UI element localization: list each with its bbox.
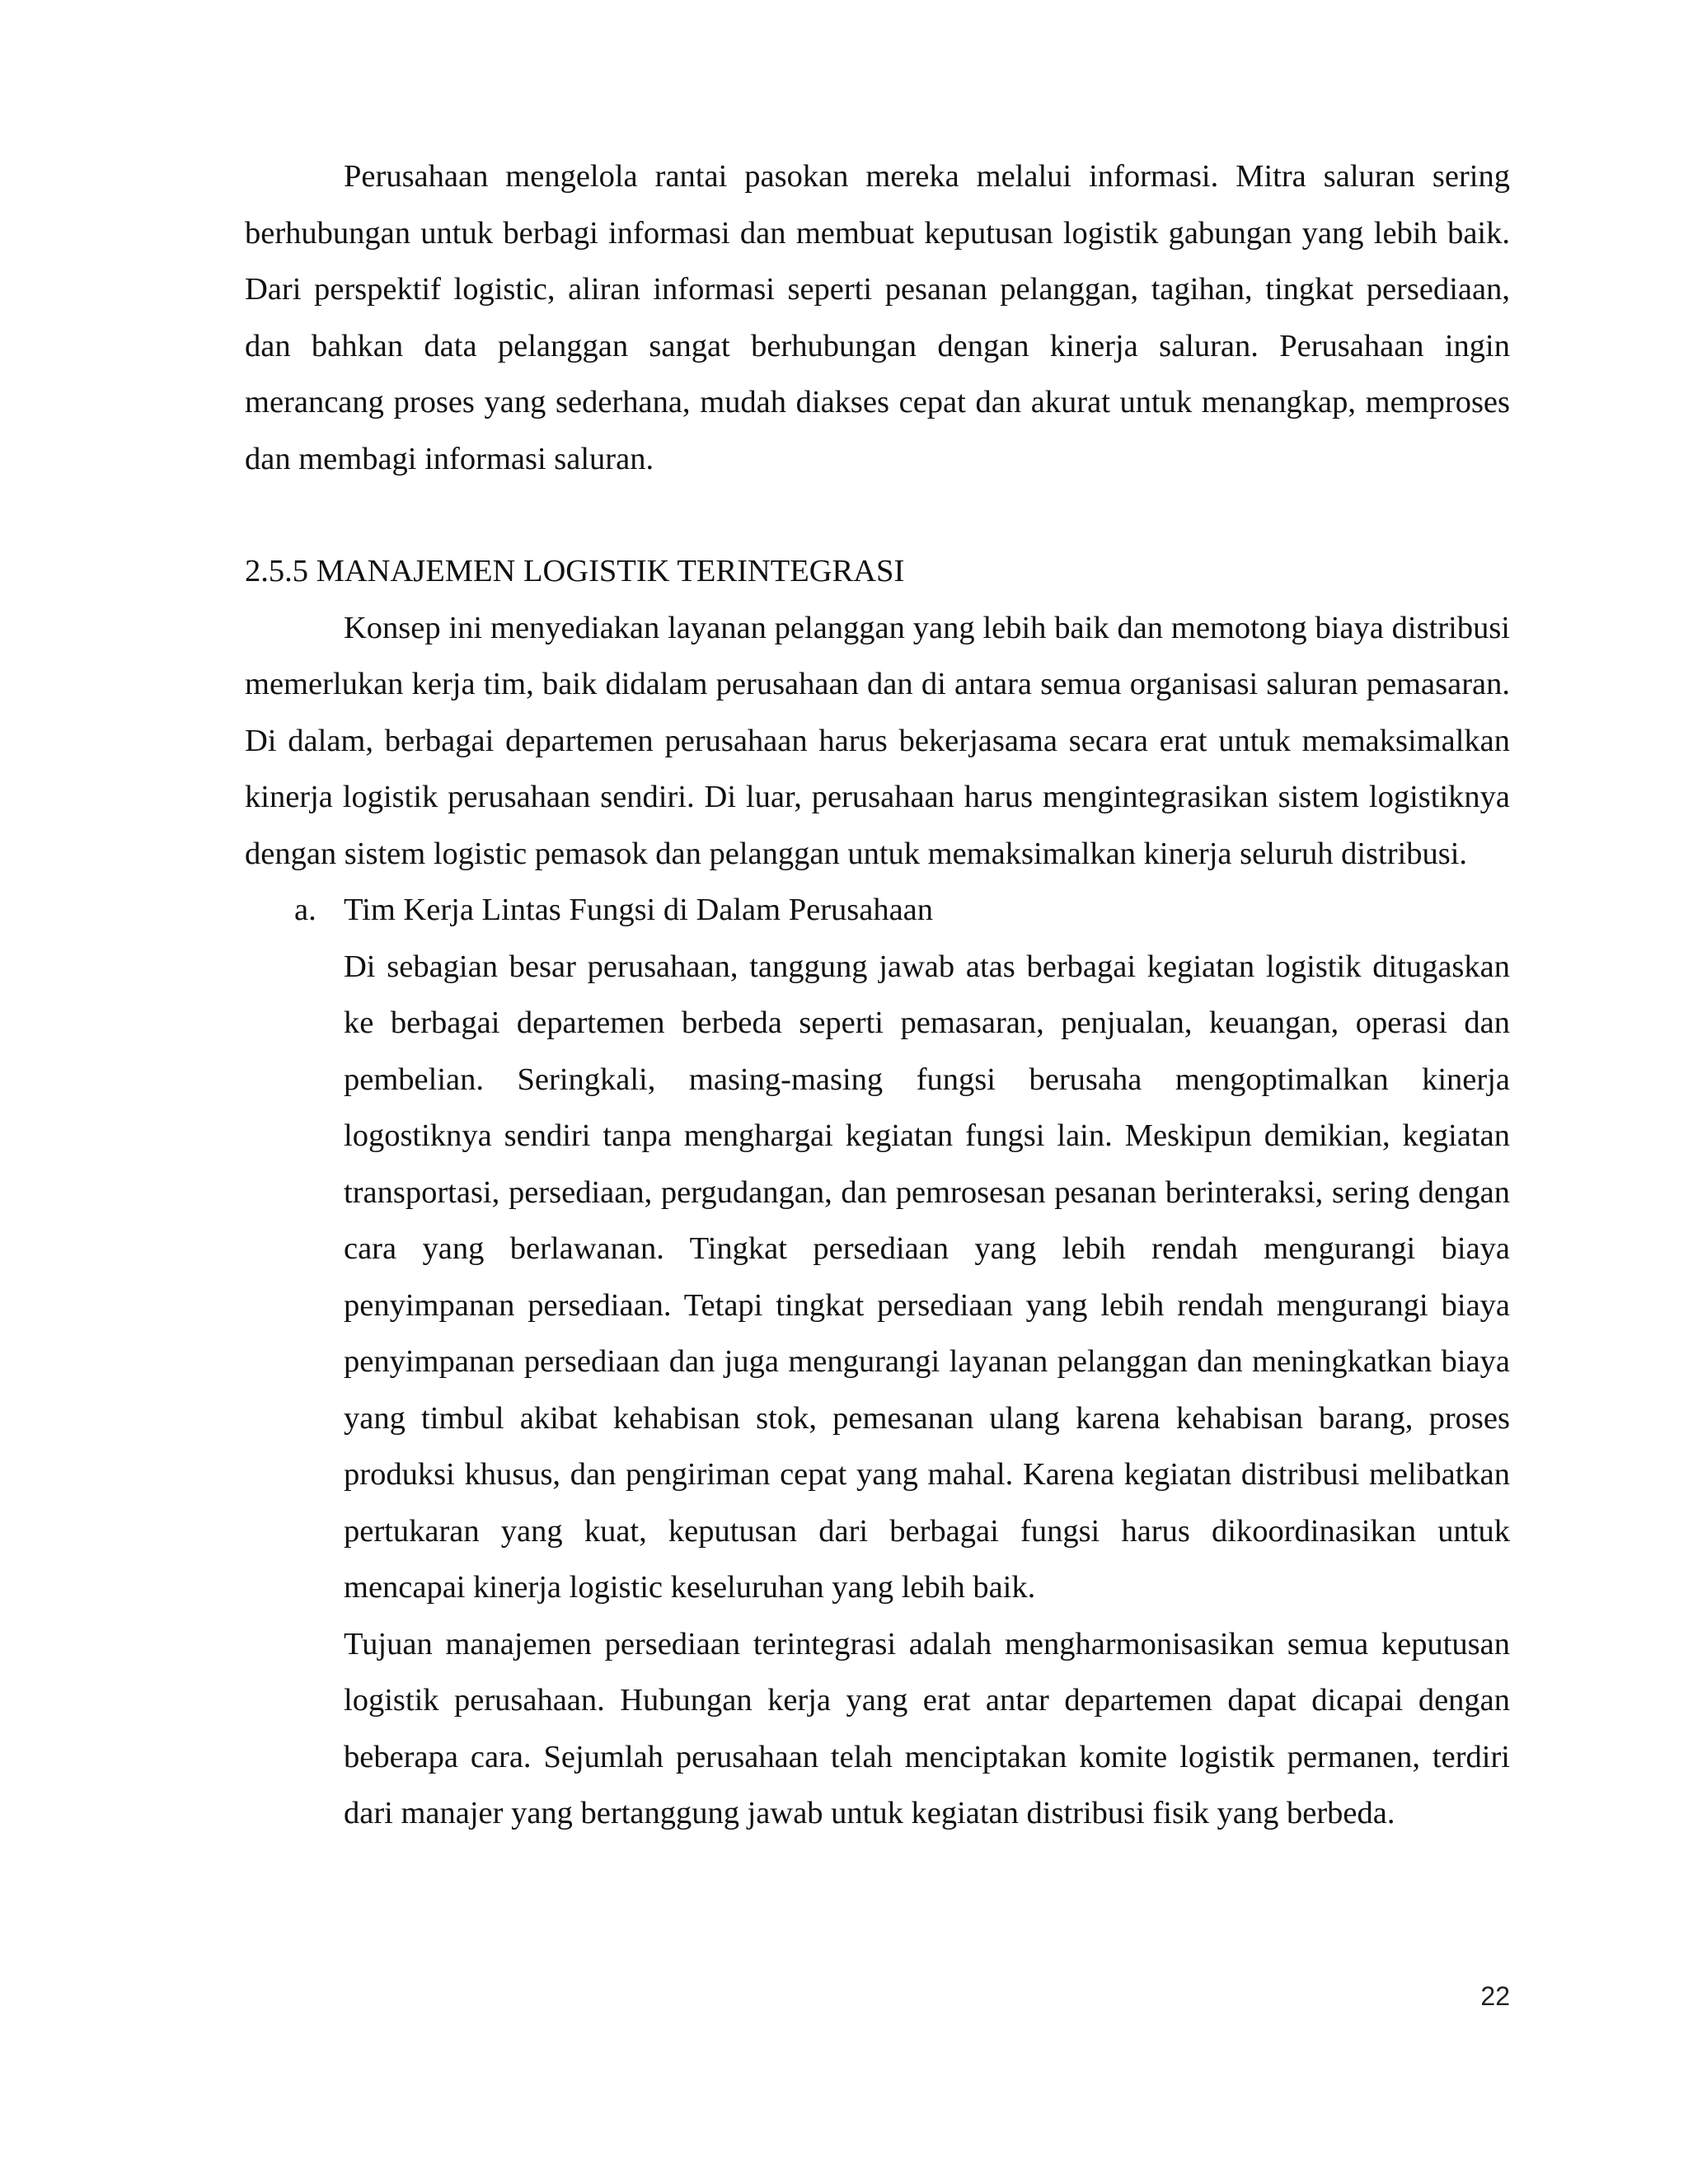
list-item-a [245, 882, 1510, 1842]
section-list [245, 882, 1510, 1842]
list-marker: a. [294, 893, 316, 927]
page-number: 22 [1480, 1981, 1510, 2011]
page-content [245, 148, 1510, 1842]
list-item-title: Tim Kerja Lintas Fungsi di Dalam Perusahaan [344, 893, 934, 927]
intro-paragraph: Perusahaan mengelola rantai pasokan mereka melalui informasi. Mitra saluran sering berhubungan untuk berbagi informasi dan membuat keputusan logistik gabungan yang lebih baik. Dari perspektif logistic, aliran informasi seperti pesanan pelanggan, tagihan, tingkat persediaan, dan bahkan data pelanggan sangat berhubungan dengan kinerja saluran. Perusahaan ingin merancang proses yang sederhana, mudah diakses cepat dan akurat untuk menangkap, memproses dan membagi informasi saluran. [245, 159, 1510, 476]
list-item-paragraph-2: Tujuan manajemen persediaan terintegrasi adalah mengharmonisasikan semua keputusan logistik perusahaan. Hubungan kerja yang erat antar departemen dapat dicapai dengan beberapa cara. Sejumlah perusahaan telah menciptakan komite logistik permanen, terdiri dari manajer yang bertanggung jawab untuk kegiatan distribusi fisik yang berbeda. [344, 1626, 1510, 1830]
section-heading: 2.5.5 MANAJEMEN LOGISTIK TERINTEGRASI [245, 554, 905, 588]
section-paragraph: Konsep ini menyediakan layanan pelanggan yang lebih baik dan memotong biaya distribusi memerlukan kerja tim, baik didalam perusahaan dan di antara semua organisasi saluran pemasaran. Di dalam, berbagai departemen perusahaan harus bekerjasama secara erat untuk memaksimalkan kinerja logistik perusahaan sendiri. Di luar, perusahaan harus mengintegrasikan sistem logistiknya dengan sistem logistic pemasok dan pelanggan untuk memaksimalkan kinerja seluruh distribusi. [245, 610, 1510, 871]
list-item-paragraph-1: Di sebagian besar perusahaan, tanggung jawab atas berbagai kegiatan logistik ditugaskan ke berbagai departemen berbeda seperti pemasaran, penjualan, keuangan, operasi dan pembelian. Seringkali, masing-masing fungsi berusaha mengoptimalkan kinerja logostiknya sendiri tanpa menghargai kegiatan fungsi lain. Meskipun demikian, kegiatan transportasi, persediaan, pergudangan, dan pemrosesan pesanan berinteraksi, sering dengan cara yang berlawanan. Tingkat persediaan yang lebih rendah mengurangi biaya penyimpanan persediaan. Tetapi tingkat persediaan yang lebih rendah mengurangi biaya penyimpanan persediaan dan juga mengurangi layanan pelanggan dan meningkatkan biaya yang timbul akibat kehabisan stok, pemesanan ulang karena kehabisan barang, proses produksi khusus, dan pengiriman cepat yang mahal. Karena kegiatan distribusi melibatkan pertukaran yang kuat, keputusan dari berbagai fungsi harus dikoordinasikan untuk mencapai kinerja logistic keseluruhan yang lebih baik. [344, 949, 1510, 1605]
